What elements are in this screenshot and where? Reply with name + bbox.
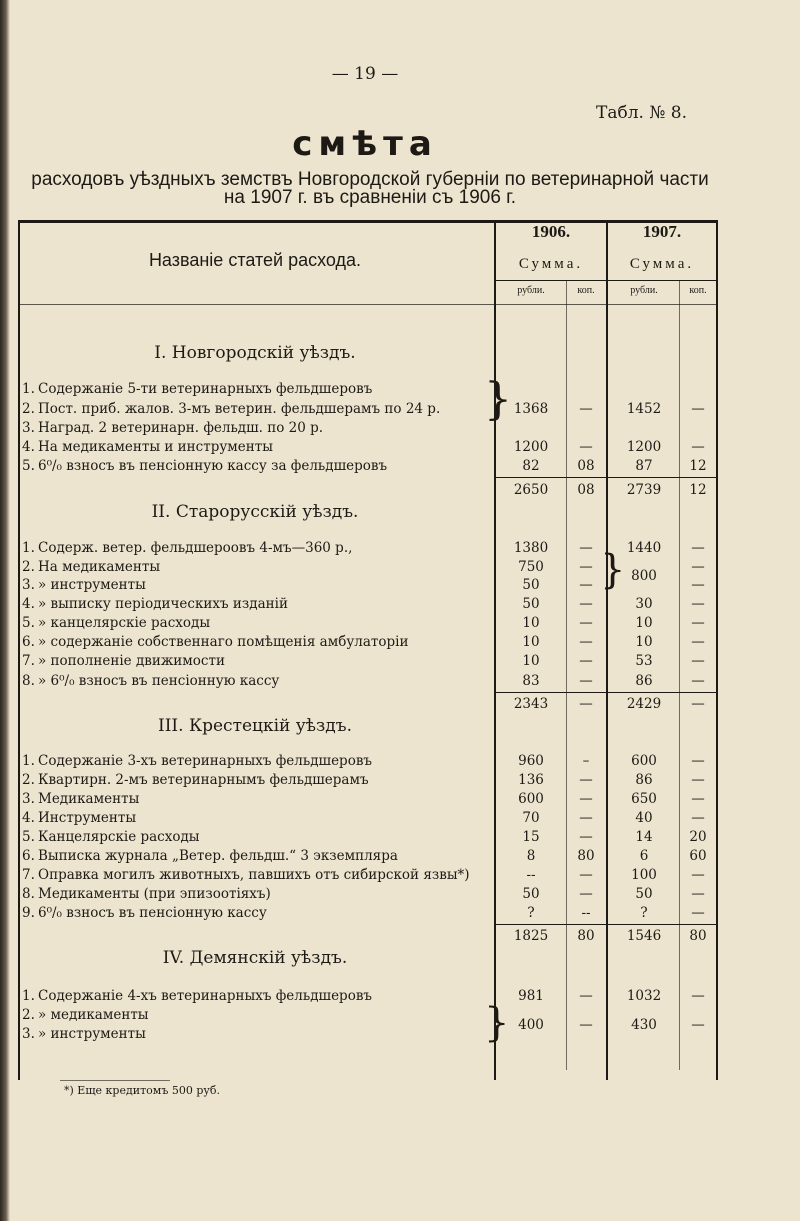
row-number: 5. xyxy=(22,615,35,631)
column-header-name: Названіе статей расхода. xyxy=(148,250,362,270)
cell-rub-1907: 430 xyxy=(631,1017,657,1033)
row-label: » 6⁰/₀ взносъ въ пенсіонную кассу xyxy=(38,673,280,689)
row-number: 6. xyxy=(22,848,35,864)
cell-kop-1906: — xyxy=(579,540,593,556)
row-number: 4. xyxy=(22,596,35,612)
cell-rub-1906: 10 xyxy=(522,634,540,650)
cell-kop-1907: — xyxy=(691,653,705,669)
cell-rub-1907: 1452 xyxy=(626,401,662,417)
row-label: » содержаніе собственнаго помѣщенія амбулаторіи xyxy=(38,634,409,650)
total-rub-1907: 1546 xyxy=(626,928,662,944)
total-rub-1906: 1825 xyxy=(513,928,549,944)
total-rub-1906: 2343 xyxy=(513,696,549,712)
cell-kop-1906: -- xyxy=(581,905,591,921)
subtitle-line-1: расходовъ уѣздныхъ земствъ Новгородской губерніи по ветеринарной части xyxy=(31,169,709,190)
row-label: Содерж. ветер. фельдшероовъ 4-мъ—360 р., xyxy=(38,540,353,556)
cell-kop-1907: — xyxy=(691,772,705,788)
cell-rub-1907: 86 xyxy=(635,772,653,788)
cell-rub-1906: 600 xyxy=(518,791,544,807)
row-label: 6⁰/₀ взносъ въ пенсіонную кассу за фельдшеровъ xyxy=(38,458,388,474)
row-label: Оправка могилъ животныхъ, павшихъ отъ сибирской язвы*) xyxy=(38,867,470,883)
unit-rub-1906: рубли. xyxy=(517,285,545,296)
total-kop-1906: — xyxy=(579,696,593,712)
row-label: Канцелярскіе расходы xyxy=(38,829,200,845)
cell-kop-1907: 12 xyxy=(689,458,707,474)
table-row xyxy=(0,438,720,456)
row-number: 7. xyxy=(22,653,35,669)
cell-rub-1906: 1200 xyxy=(513,439,549,455)
table-row xyxy=(0,614,720,632)
row-number: 3. xyxy=(22,420,35,436)
cell-rub-1907: 53 xyxy=(635,653,653,669)
brace-icon: } xyxy=(484,1000,510,1046)
cell-rub-1907: 86 xyxy=(635,673,653,689)
year-1906: 1906. xyxy=(531,222,571,241)
total-kop-1907: — xyxy=(691,696,705,712)
cell-kop-1906: — xyxy=(579,439,593,455)
row-number: 5. xyxy=(22,458,35,474)
subtitle-line-2: на 1907 г. въ сравненіи съ 1906 г. xyxy=(223,187,517,208)
cell-rub-1907: 600 xyxy=(631,753,657,769)
row-number: 2. xyxy=(22,401,35,417)
row-label: Инструменты xyxy=(38,810,137,826)
cell-kop-1906: — xyxy=(579,634,593,650)
row-label: Содержаніе 3-хъ ветеринарныхъ фельдшеровъ xyxy=(38,753,373,769)
cell-kop-1907: — xyxy=(691,401,705,417)
unit-kop-1907: коп. xyxy=(689,285,707,296)
row-label: 6⁰/₀ взносъ въ пенсіонную кассу xyxy=(38,905,267,921)
cell-kop-1907: — xyxy=(691,988,705,1004)
table-row xyxy=(0,400,720,418)
cell-kop-1906: — xyxy=(579,559,593,575)
section-title-krestsy: III. Крестецкій уѣздъ. xyxy=(158,716,352,736)
cell-kop-1907: — xyxy=(691,753,705,769)
cell-rub-1906: 400 xyxy=(518,1017,544,1033)
cell-kop-1907: — xyxy=(691,596,705,612)
row-number: 3. xyxy=(22,1026,35,1042)
total-rub-1907: 2739 xyxy=(626,482,662,498)
row-label: Квартирн. 2-мъ ветеринарнымъ фельдшерамъ xyxy=(38,772,369,788)
cell-rub-1906: 83 xyxy=(522,673,540,689)
row-label: » медикаменты xyxy=(38,1007,149,1023)
cell-rub-1907: 30 xyxy=(635,596,653,612)
merged-cell-row xyxy=(0,567,720,585)
table-row xyxy=(0,652,720,670)
cell-kop-1906: 08 xyxy=(577,458,595,474)
cell-rub-1906: 750 xyxy=(518,559,544,575)
cell-rub-1906: 1368 xyxy=(513,401,549,417)
cell-kop-1906: — xyxy=(579,867,593,883)
section-title-novgorod: I. Новгородскій уѣздъ. xyxy=(154,343,356,363)
cell-rub-1906: 50 xyxy=(522,577,540,593)
cell-kop-1907: — xyxy=(691,1017,705,1033)
cell-kop-1906: — xyxy=(579,401,593,417)
cell-kop-1907: — xyxy=(691,615,705,631)
row-number: 9. xyxy=(22,905,35,921)
table-number: Табл. № 8. xyxy=(596,103,688,123)
subtotal-rule xyxy=(496,692,716,693)
row-label: Содержаніе 5-ти ветеринарныхъ фельдшеровъ xyxy=(38,381,373,397)
cell-kop-1906: — xyxy=(579,673,593,689)
brace-icon: } xyxy=(600,547,626,593)
cell-rub-1906: 8 xyxy=(526,848,536,864)
cell-rub-1907: 40 xyxy=(635,810,653,826)
row-number: 2. xyxy=(22,772,35,788)
row-label: Содержаніе 4-хъ ветеринарныхъ фельдшеровъ xyxy=(38,988,373,1004)
cell-rub-1907: 14 xyxy=(635,829,653,845)
footnote-rule xyxy=(60,1080,170,1081)
row-number: 2. xyxy=(22,559,35,575)
row-label: Медикаменты xyxy=(38,791,140,807)
table-row xyxy=(0,904,720,922)
total-kop-1906: 08 xyxy=(577,482,595,498)
page-number: — 19 — xyxy=(331,64,399,84)
summa-1906: Сумма. xyxy=(518,256,584,272)
section-total xyxy=(0,926,720,946)
cell-kop-1907: — xyxy=(691,540,705,556)
row-label: » инструменты xyxy=(38,577,146,593)
cell-rub-1907: 6 xyxy=(639,848,649,864)
row-label: Медикаменты (при эпизоотіяхъ) xyxy=(38,886,271,902)
cell-kop-1907: — xyxy=(691,867,705,883)
total-kop-1906: 80 xyxy=(577,928,595,944)
cell-kop-1906: 80 xyxy=(577,848,595,864)
row-number: 1. xyxy=(22,753,35,769)
cell-rub-1907: 50 xyxy=(635,886,653,902)
summa-rule xyxy=(496,280,716,281)
cell-kop-1907: — xyxy=(691,634,705,650)
row-number: 8. xyxy=(22,886,35,902)
row-number: 1. xyxy=(22,381,35,397)
year-1907: 1907. xyxy=(642,222,682,241)
cell-kop-1907: — xyxy=(691,673,705,689)
cell-rub-1906: 15 xyxy=(522,829,540,845)
cell-rub-1907: 100 xyxy=(631,867,657,883)
cell-kop-1906: — xyxy=(579,810,593,826)
cell-kop-1906: — xyxy=(579,653,593,669)
row-number: 5. xyxy=(22,829,35,845)
section-total xyxy=(0,480,720,500)
row-label: На медикаменты xyxy=(38,559,161,575)
row-number: 3. xyxy=(22,791,35,807)
row-number: 2. xyxy=(22,1007,35,1023)
total-kop-1907: 80 xyxy=(689,928,707,944)
cell-rub-1906: 82 xyxy=(522,458,540,474)
table-row xyxy=(0,828,720,846)
table-row xyxy=(0,595,720,613)
cell-kop-1907: — xyxy=(691,886,705,902)
cell-kop-1906: — xyxy=(579,615,593,631)
table-row xyxy=(0,752,720,770)
section-total xyxy=(0,694,720,714)
row-label: Пост. приб. жалов. 3-мъ ветерин. фельдшерамъ по 24 р. xyxy=(38,401,441,417)
cell-kop-1906: — xyxy=(579,596,593,612)
subtotal-rule xyxy=(496,477,716,478)
cell-rub-1907: 650 xyxy=(631,791,657,807)
table-row xyxy=(0,633,720,651)
table-row xyxy=(0,771,720,789)
cell-kop-1906: — xyxy=(579,791,593,807)
row-number: 3. xyxy=(22,577,35,593)
table-row xyxy=(0,866,720,884)
cell-kop-1907: — xyxy=(691,810,705,826)
cell-rub-1906: 50 xyxy=(522,596,540,612)
section-title-demyansk: IV. Демянскій уѣздъ. xyxy=(162,948,348,968)
cell-rub-1906: 10 xyxy=(522,653,540,669)
cell-kop-1907: — xyxy=(691,905,705,921)
table-row xyxy=(0,457,720,475)
table-row xyxy=(0,419,720,437)
cell-kop-1907: 60 xyxy=(689,848,707,864)
row-number: 4. xyxy=(22,810,35,826)
cell-rub-1907: 1032 xyxy=(626,988,662,1004)
cell-rub-1906: 981 xyxy=(518,988,544,1004)
table-row xyxy=(0,790,720,808)
cell-rub-1906: 50 xyxy=(522,886,540,902)
brace-icon: } xyxy=(484,374,512,425)
row-label: Выписка журнала „Ветер. фельдш.“ 3 экземпляра xyxy=(38,848,398,864)
total-rub-1907: 2429 xyxy=(626,696,662,712)
section-title-starorussa: II. Старорусскій уѣздъ. xyxy=(151,502,359,522)
cell-rub-1907: 1200 xyxy=(626,439,662,455)
cell-rub-1907: 10 xyxy=(635,634,653,650)
page-title: смѣта xyxy=(292,124,438,164)
cell-rub-1906: -- xyxy=(526,867,536,883)
row-number: 1. xyxy=(22,988,35,1004)
cell-kop-1906: — xyxy=(579,577,593,593)
row-label: » инструменты xyxy=(38,1026,146,1042)
cell-rub-1906: ? xyxy=(527,905,535,921)
total-kop-1907: 12 xyxy=(689,482,707,498)
row-label: » пополненіе движимости xyxy=(38,653,225,669)
table-row xyxy=(0,380,720,398)
cell-kop-1906: — xyxy=(579,772,593,788)
summa-1907: Сумма. xyxy=(629,256,695,272)
unit-kop-1906: коп. xyxy=(577,285,595,296)
cell-rub-1906: 70 xyxy=(522,810,540,826)
unit-rub-1907: рубли. xyxy=(630,285,658,296)
cell-kop-1907: — xyxy=(691,559,705,575)
cell-kop-1907: — xyxy=(691,439,705,455)
merged-cell-rub-1907: 800 xyxy=(631,568,657,584)
cell-rub-1907: 10 xyxy=(635,615,653,631)
total-rub-1906: 2650 xyxy=(513,482,549,498)
row-number: 7. xyxy=(22,867,35,883)
row-number: 6. xyxy=(22,634,35,650)
cell-rub-1906: 10 xyxy=(522,615,540,631)
cell-kop-1906: — xyxy=(579,988,593,1004)
cell-kop-1906: — xyxy=(579,829,593,845)
subtotal-rule xyxy=(496,924,716,925)
cell-rub-1907: ? xyxy=(640,905,648,921)
footnote: *) Еще кредитомъ 500 руб. xyxy=(64,1084,220,1097)
row-number: 8. xyxy=(22,673,35,689)
row-number: 1. xyxy=(22,540,35,556)
header-bottom-rule xyxy=(18,304,718,305)
cell-kop-1907: 20 xyxy=(689,829,707,845)
cell-rub-1907: 87 xyxy=(635,458,653,474)
row-label: На медикаменты и инструменты xyxy=(38,439,273,455)
cell-kop-1906: — xyxy=(579,886,593,902)
table-row xyxy=(0,1025,720,1043)
cell-rub-1906: 1380 xyxy=(513,540,549,556)
table-row xyxy=(0,885,720,903)
row-number: 4. xyxy=(22,439,35,455)
cell-rub-1907: 1440 xyxy=(626,540,662,556)
cell-rub-1906: 136 xyxy=(518,772,544,788)
table-row xyxy=(0,847,720,865)
row-label: Наград. 2 ветеринарн. фельдш. по 20 р. xyxy=(38,420,324,436)
row-label: » выписку періодическихъ изданій xyxy=(38,596,288,612)
cell-rub-1906: 960 xyxy=(518,753,544,769)
cell-kop-1906: – xyxy=(582,753,590,769)
table-row xyxy=(0,672,720,690)
table-row xyxy=(0,809,720,827)
cell-kop-1906: — xyxy=(579,1017,593,1033)
cell-kop-1907: — xyxy=(691,577,705,593)
row-label: » канцелярскіе расходы xyxy=(38,615,211,631)
cell-kop-1907: — xyxy=(691,791,705,807)
table-row xyxy=(0,987,720,1005)
